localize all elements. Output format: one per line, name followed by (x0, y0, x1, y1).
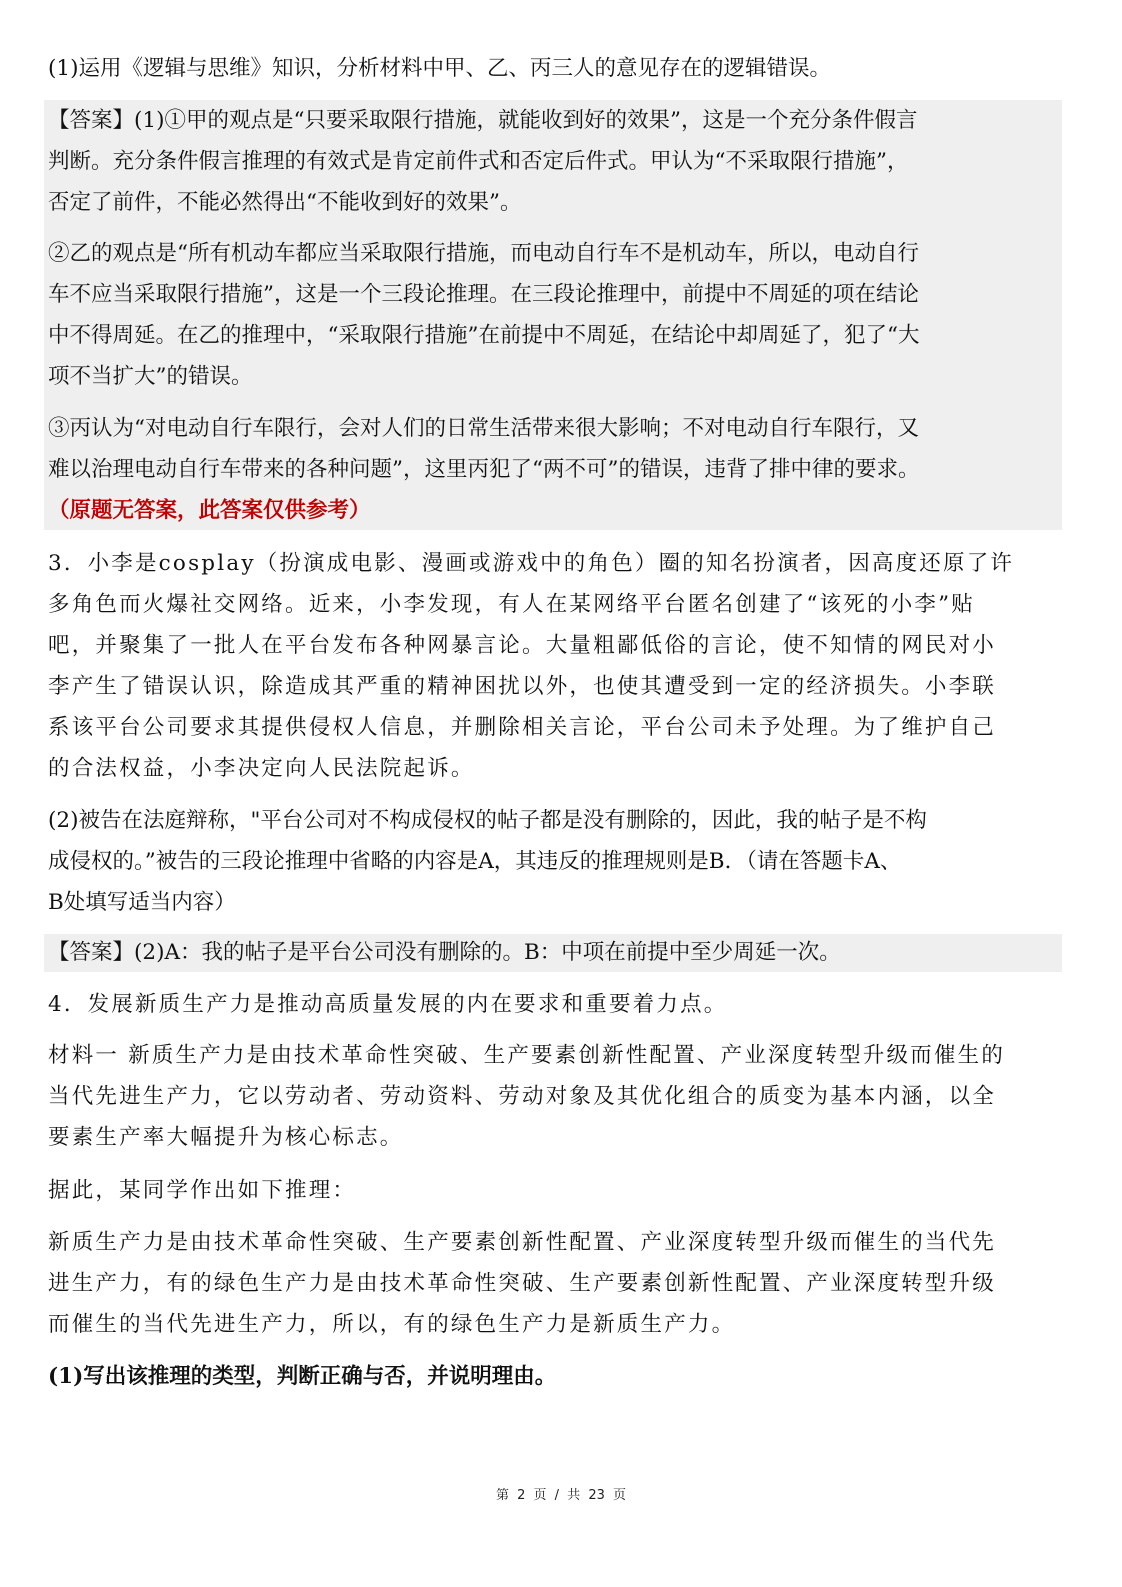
reasoning (48, 1222, 1068, 1345)
text-line: 判断。充分条件假言推理的有效式是肯定前件式和否定后件式。甲认为“不采取限行措施”， (48, 149, 909, 174)
text-line: 系该平台公司要求其提供侵权人信息，并删除相关言论，平台公司未予处理。为了维护自己 (48, 715, 997, 740)
text-line: ②乙的观点是“所有机动车都应当采取限行措施，而电动自行车不是机动车，所以，电动自行 (48, 241, 919, 266)
answer-note: （原题无答案，此答案仅供参考） (48, 498, 371, 523)
text-line: 新质生产力是由技术革命性突破、生产要素创新性配置、产业深度转型升级而催生的当代先 (48, 1230, 997, 1255)
text-line: 进生产力，有的绿色生产力是由技术革命性突破、生产要素创新性配置、产业深度转型升级 (48, 1271, 997, 1296)
answer-1-para-3 (48, 408, 1068, 531)
text-line: 成侵权的。”被告的三段论推理中省略的内容是A，其违反的推理规则是B．（请在答题卡A、 (48, 849, 902, 874)
text-line: 车不应当采取限行措施”，这是一个三段论推理。在三段论推理中，前提中不周延的项在结论 (48, 282, 919, 307)
text-line: 要素生产率大幅提升为核心标志。 (48, 1125, 404, 1150)
text-line: B处填写适当内容） (48, 890, 236, 915)
answer-2: 【答案】(2)A：我的帖子是平台公司没有删除的。B：中项在前提中至少周延一次。 (48, 940, 841, 965)
text-line: 项不当扩大”的错误。 (48, 364, 253, 389)
text-line: 的合法权益，小李决定向人民法院起诉。 (48, 756, 475, 781)
page-footer: 第 2 页 / 共 23 页 (496, 1488, 626, 1503)
text-line: 3．小李是cosplay（扮演成电影、漫画或游戏中的角色）圈的知名扮演者，因高度还原了许 (48, 551, 1015, 576)
material-1 (48, 1035, 1068, 1158)
reasoning-intro: 据此，某同学作出如下推理： (48, 1178, 357, 1203)
question-4: 4．发展新质生产力是推动高质量发展的内在要求和重要着力点。 (48, 992, 728, 1017)
question-3 (48, 543, 1068, 789)
question-4-1: (1)写出该推理的类型，判断正确与否，并说明理由。 (48, 1364, 557, 1389)
text-line: 难以治理电动自行车带来的各种问题”，这里丙犯了“两不可”的错误，违背了排中律的要求。 (48, 457, 920, 482)
text-line: (2)被告在法庭辩称，"平台公司对不构成侵权的帖子都是没有删除的，因此，我的帖子是不构 (48, 808, 927, 833)
text-line: 李产生了错误认识，除造成其严重的精神困扰以外，也使其遭受到一定的经济损失。小李联 (48, 674, 997, 699)
text-line: 吧，并聚集了一批人在平台发布各种网暴言论。大量粗鄙低俗的言论，使不知情的网民对小 (48, 633, 997, 658)
text-line: 【答案】(1)①甲的观点是“只要采取限行措施，就能收到好的效果”，这是一个充分条件假言 (48, 108, 918, 133)
text-line: 否定了前件，不能必然得出“不能收到好的效果”。 (48, 190, 522, 215)
text-line: ③丙认为“对电动自行车限行，会对人们的日常生活带来很大影响；不对电动自行车限行，又 (48, 416, 919, 441)
question-1-prompt: (1)运用《逻辑与思维》知识，分析材料中甲、乙、丙三人的意见存在的逻辑错误。 (48, 56, 831, 81)
question-3-2 (48, 800, 1068, 923)
text-line: 多角色而火爆社交网络。近来，小李发现，有人在某网络平台匿名创建了“该死的小李”贴 (48, 592, 975, 617)
text-line: 中不得周延。在乙的推理中，“采取限行措施”在前提中不周延，在结论中却周延了，犯了“大 (48, 323, 920, 348)
answer-1-para-1 (48, 100, 1068, 223)
text-line: 当代先进生产力，它以劳动者、劳动资料、劳动对象及其优化组合的质变为基本内涵，以全 (48, 1084, 997, 1109)
text-line: 材料一 新质生产力是由技术革命性突破、生产要素创新性配置、产业深度转型升级而催生的 (48, 1043, 1006, 1068)
answer-1-para-2 (48, 233, 1068, 397)
text-line: 而催生的当代先进生产力，所以，有的绿色生产力是新质生产力。 (48, 1312, 736, 1337)
